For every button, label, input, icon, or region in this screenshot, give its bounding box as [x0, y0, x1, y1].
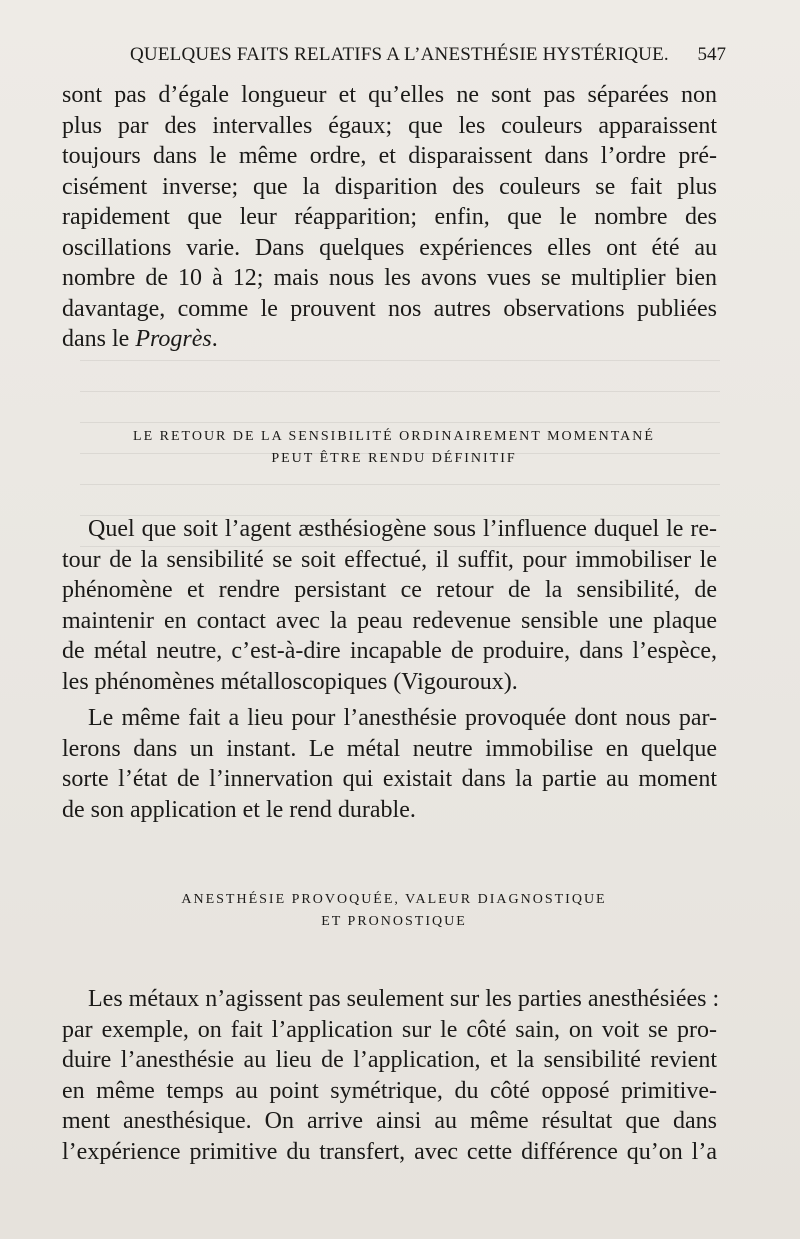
paragraph-agent: [62, 514, 717, 697]
text-line: phénomène et rendre persistant ce retour de la sensibilité, de: [62, 577, 717, 603]
text-line: rapidement que leur réapparition; enfin, que le nombre des: [62, 204, 717, 230]
heading-line: PEUT ÊTRE RENDU DÉFINITIF: [271, 451, 517, 466]
text-line: par exemple, on fait l’application sur le côté sain, on voit se pro-: [62, 1016, 717, 1043]
page-number: 547: [697, 44, 726, 65]
text-line: sont pas d’égale longueur et qu’elles ne sont pas séparées non: [62, 82, 717, 108]
paragraph-continued: [62, 80, 717, 355]
text-line: cisément inverse; que la disparition des couleurs se fait plus: [62, 173, 717, 200]
text-line: de son application et le rend durable.: [62, 796, 416, 823]
publication-title: Progrès: [135, 326, 212, 352]
text-line: ment anesthésique. On arrive ainsi au même résultat que dans: [62, 1108, 717, 1134]
text-line: Le même fait a lieu pour l’anesthésie provoquée dont nous par-: [88, 705, 717, 731]
heading-line: LE RETOUR DE LA SENSIBILITÉ ORDINAIREMENT MOMENTANÉ: [133, 429, 655, 444]
text-line: Quel que soit l’agent æsthésiogène sous l’influence duquel le re-: [88, 516, 717, 542]
text-line: sorte l’état de l’innervation qui existait dans la partie au moment: [62, 766, 717, 792]
text-line: toujours dans le même ordre, et disparaissent dans l’ordre pré-: [62, 143, 717, 169]
paragraph-meme-fait: [62, 703, 717, 825]
text-line: les phénomènes métalloscopiques (Vigouroux).: [62, 668, 518, 695]
text-line: davantage, comme le prouvent nos autres observations publiées: [62, 295, 717, 322]
paragraph-metaux: [62, 984, 720, 1167]
text-line: plus par des intervalles égaux; que les couleurs apparaissent: [62, 112, 717, 139]
text-line: tour de la sensibilité se soit effectué, il suffit, pour immobiliser le: [62, 546, 717, 573]
text-line: l’expérience primitive du transfert, avec cette différence qu’on l’a: [62, 1138, 717, 1165]
section-heading-retour: [62, 426, 726, 470]
text-line: duire l’anesthésie au lieu de l’application, et la sensibilité revient: [62, 1047, 717, 1073]
text-fragment: .: [211, 326, 218, 352]
text-line: de métal neutre, c’est-à-dire incapable de produire, dans l’espèce,: [62, 638, 717, 664]
section-heading-anesthesie: [62, 889, 726, 933]
text-line: lerons dans un instant. Le métal neutre immobilise en quelque: [62, 735, 717, 762]
text-line: en même temps au point symétrique, du côté opposé primitive-: [62, 1077, 717, 1104]
text-line-last: [62, 324, 717, 355]
text-fragment: dans le: [62, 326, 136, 352]
heading-line: ET PRONOSTIQUE: [321, 914, 467, 929]
text-line: Les métaux n’agissent pas seulement sur les parties anesthésiées :: [88, 986, 720, 1012]
text-line: nombre de 10 à 12; mais nous les avons vues se multiplier bien: [62, 265, 717, 291]
text-line: oscillations varie. Dans quelques expériences elles ont été au: [62, 234, 717, 261]
heading-line: ANESTHÉSIE PROVOQUÉE, VALEUR DIAGNOSTIQUE: [181, 892, 607, 907]
running-title: QUELQUES FAITS RELATIFS A L’ANESTHÉSIE HYSTÉRIQUE.: [130, 44, 669, 65]
text-line: maintenir en contact avec la peau redevenue sensible une plaque: [62, 607, 717, 634]
running-head: [62, 44, 726, 74]
